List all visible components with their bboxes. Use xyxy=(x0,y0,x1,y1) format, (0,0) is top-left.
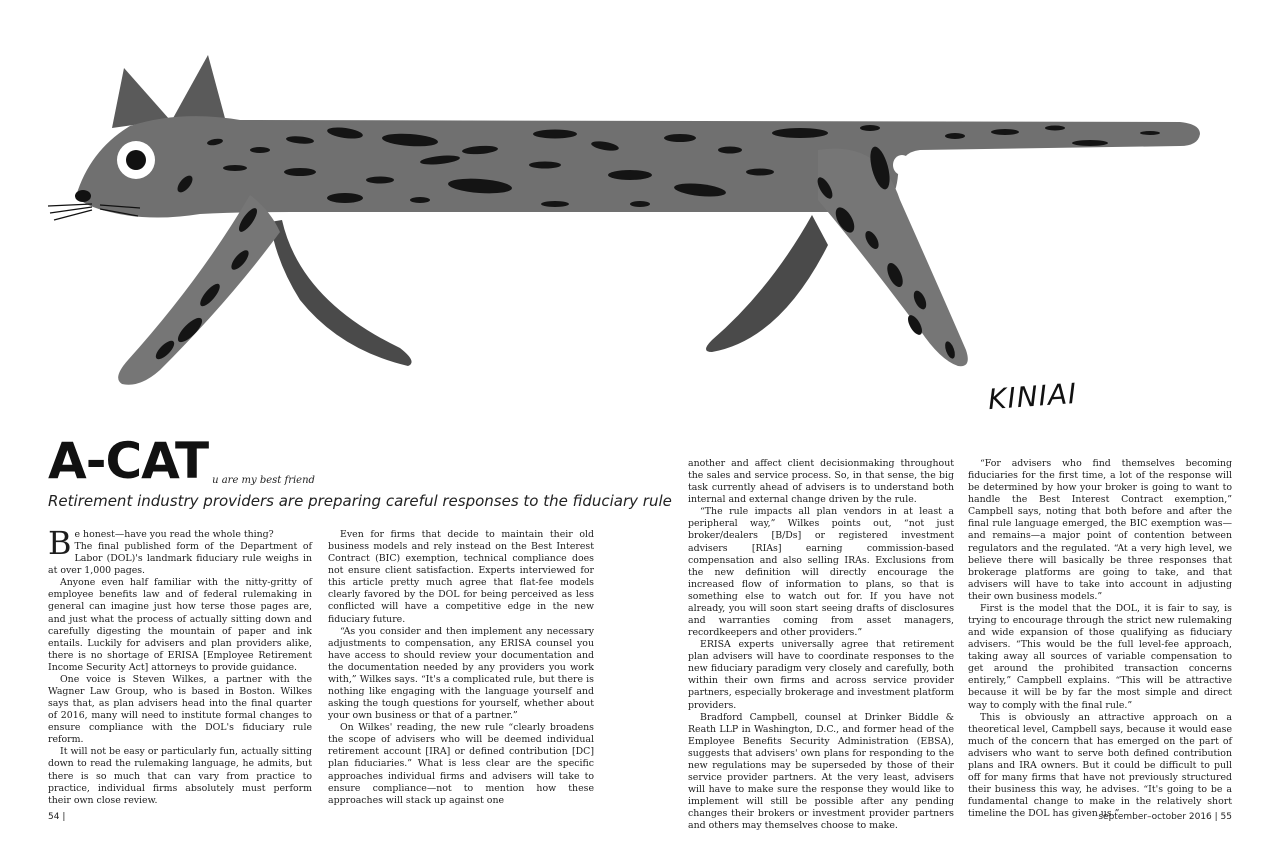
body-column-1 xyxy=(48,524,312,807)
body-paragraph: another and affect client decisionmaking throughout the sales and service process. So, in that sense, the big task currently ahead of advisers is to understand both internal and external change driven by the rule. xyxy=(688,458,954,506)
body-paragraph: ERISA experts universally agree that retirement plan advisers will have to coordinate responses to the new fiduciary paradigm very closely and carefully, both within their own firms and across service provider partners, especially brokerage and investment platform providers. xyxy=(688,639,954,711)
article-dek: Retirement industry providers are preparing careful responses to the fiduciary rule xyxy=(48,492,672,510)
article-title-suffix: u are my best friend xyxy=(212,475,315,486)
body-paragraph: Bradford Campbell, counsel at Drinker Biddle & Reath LLP in Washington, D.C., and former head of the Employee Benefits Security Administration (EBSA), suggests that advisers' own plans for responding to the new regulations may be superseded by those of their service provider partners. At the very least, advisers will have to make sure the response they would like to implement will still be possible after any pending changes their brokers or investment provider partners and others may themselves choose to make. xyxy=(688,711,954,832)
article-title: A-CAT xyxy=(48,432,209,490)
body-paragraph: Anyone even half familiar with the nitty-gritty of employee benefits law and of federal rulemaking in general can imagine just how terse those pages are, and just what the process of actually sitting down and carefully digesting the mountain of paper and ink entails. Luckily for advisers and plan providers alike, there is no shortage of ERISA [Employee Retirement Income Security Act] attorneys to provide guidance. xyxy=(48,577,312,673)
body-column-4 xyxy=(968,458,1232,820)
cat-front-back-leg xyxy=(270,220,412,366)
cat-pupil xyxy=(126,150,146,170)
cat-nose xyxy=(75,190,91,202)
cat-front-leg xyxy=(118,195,280,385)
body-paragraph: This is obviously an attractive approach on a theoretical level, Campbell says, because it would ease much of the concern that has emerged on the part of advisers who want to serve both defined contribution plans and IRA owners. But it could be difficult to pull off for many firms that have not previously structured their business this way, he advises. “It's going to be a fundamental change to make in the relatively short timeline the DOL has given us.” xyxy=(968,711,1232,820)
body-paragraph: Be honest—have you read the whole thing? xyxy=(48,524,274,562)
body-paragraph: First is the model that the DOL, it is fair to say, is trying to encourage through the strict new rulemaking and wide expansion of those qualifying as fiduciary advisers. “This would be the full level-fee approach, taking away all sources of variable compensation to get around the prohibited transaction concerns entirely,” Campbell explains. “This will be attractive because it will be by far the most simple and direct way to comply with the final rule.” xyxy=(968,602,1232,711)
body-paragraph: The final published form of the Department of Labor (DOL)'s landmark fiduciary rule weighs in at over 1,000 pages. xyxy=(48,541,312,577)
body-paragraph: “For advisers who find themselves becoming fiduciaries for the first time, a lot of the response will be determined by how your broker is going to want to handle the Best Interest Contract exemption,” Campbell says, noting that both before and after the final rule language emerged, the BIC exemption was—and remains—a major point of contention between regulators and the regulated. “At a very high level, we believe there will basically be three responses that brokerage platforms are going to take, and that advisers will have to take into account in adjusting their own business models.” xyxy=(968,458,1232,602)
body-paragraph: One voice is Steven Wilkes, a partner with the Wagner Law Group, who is based in Boston. Wilkes says that, as plan advisers head into the final quarter of 2016, many will need to institute formal changes to ensure compliance with the DOL's fiduciary rule reform. xyxy=(48,673,312,746)
body-column-2 xyxy=(328,529,594,807)
body-paragraph: Even for firms that decide to maintain their old business models and rely instead on the Best Interest Contract (BIC) exemption, technical compliance does not ensure client satisfaction. Experts interviewed for this article pretty much agree that flat-fee models clearly favored by the DOL for being perceived as less conflicted will have a competitive edge in the new fiduciary future. xyxy=(328,529,594,625)
body-paragraph: “The rule impacts all plan vendors in at least a peripheral way,” Wilkes points out, “not just broker/dealers [B/Ds] or registered investment advisers [RIAs] earning commission-based compensation and also selling IRAs. Exclusions from the new definition will directly encourage the increased flow of information to plans, so that is something else to watch out for. If you have not already, you will soon start seeing drafts of disclosures and warranties coming from asset managers, recordkeepers and other providers.” xyxy=(688,506,954,639)
cat-ear-right xyxy=(172,55,226,122)
illustrator-signature: KINIAI xyxy=(986,376,1079,417)
body-paragraph: It will not be easy or particularly fun, actually sitting down to read the rulemaking language, he admits, but there is so much that can vary from practice to practice, individual firms absolutely must perform their own close review. xyxy=(48,746,312,806)
body-paragraph: On Wilkes' reading, the new rule “clearly broadens the scope of advisers who will be deemed individual retirement account [IRA] or defined contribution [DC] plan fiduciaries.” What is less clear are the specific approaches individual firms and advisers will take to ensure compliance—not to mention how these approaches will stack up against one xyxy=(328,722,594,806)
cat-tail-notch xyxy=(893,155,911,175)
body-paragraph: “As you consider and then implement any necessary adjustments to compensation, any ERISA counsel you have access to should review your documentation and the documentation needed by any providers you work with,” Wilkes says. “It's a complicated rule, but there is nothing like engaging with the language yourself and asking the tough questions for yourself, whether about your own business or that of a partner.” xyxy=(328,625,594,722)
body-column-3 xyxy=(688,458,954,832)
dropcap: B xyxy=(48,524,72,562)
cat-rear-back-leg xyxy=(706,215,828,352)
page-number-right: september–october 2016 | 55 xyxy=(1098,812,1232,822)
page-number-left: 54 | xyxy=(48,812,66,822)
headline xyxy=(48,432,315,490)
